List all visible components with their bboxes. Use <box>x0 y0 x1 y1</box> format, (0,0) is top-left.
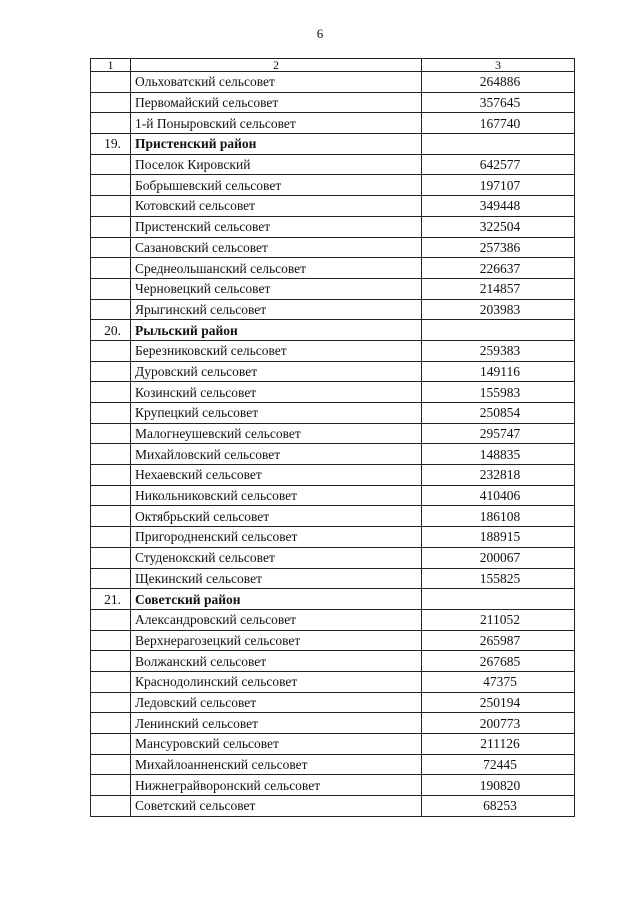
row-name: Ленинский сельсовет <box>131 713 422 734</box>
row-value: 155983 <box>422 382 575 403</box>
row-number <box>91 340 131 361</box>
row-number <box>91 713 131 734</box>
row-number <box>91 72 131 93</box>
table-row <box>91 775 575 796</box>
row-number: 21. <box>91 589 131 610</box>
row-value <box>422 134 575 155</box>
table-row <box>91 796 575 817</box>
row-value: 259383 <box>422 340 575 361</box>
row-value: 211126 <box>422 734 575 755</box>
row-number <box>91 113 131 134</box>
row-name: Первомайский сельсовет <box>131 92 422 113</box>
page-number: 6 <box>316 26 324 41</box>
table-row <box>91 547 575 568</box>
data-table <box>90 58 575 817</box>
row-value: 267685 <box>422 651 575 672</box>
district-row <box>91 589 575 610</box>
district-row <box>91 320 575 341</box>
row-value: 257386 <box>422 237 575 258</box>
row-value: 47375 <box>422 671 575 692</box>
row-name: Пристенский район <box>131 134 422 155</box>
row-number <box>91 175 131 196</box>
row-value: 197107 <box>422 175 575 196</box>
row-name: Волжанский сельсовет <box>131 651 422 672</box>
row-name: Ольховатский сельсовет <box>131 72 422 93</box>
row-name: Черновецкий сельсовет <box>131 278 422 299</box>
table-row <box>91 444 575 465</box>
row-name: Козинский сельсовет <box>131 382 422 403</box>
row-value: 68253 <box>422 796 575 817</box>
table-row <box>91 216 575 237</box>
row-value: 200773 <box>422 713 575 734</box>
row-number <box>91 734 131 755</box>
table-row <box>91 361 575 382</box>
table-row <box>91 527 575 548</box>
row-value: 322504 <box>422 216 575 237</box>
row-number <box>91 609 131 630</box>
row-number <box>91 382 131 403</box>
table-row <box>91 734 575 755</box>
row-number <box>91 278 131 299</box>
row-value: 211052 <box>422 609 575 630</box>
table-row <box>91 506 575 527</box>
table-row <box>91 754 575 775</box>
row-number <box>91 196 131 217</box>
table-row <box>91 299 575 320</box>
row-number <box>91 527 131 548</box>
row-name: Котовский сельсовет <box>131 196 422 217</box>
table-row <box>91 258 575 279</box>
row-name: Советский район <box>131 589 422 610</box>
row-value: 349448 <box>422 196 575 217</box>
row-number <box>91 630 131 651</box>
row-name: Михайловский сельсовет <box>131 444 422 465</box>
row-number <box>91 154 131 175</box>
header-col3: 3 <box>422 59 575 72</box>
table-row <box>91 113 575 134</box>
row-number <box>91 568 131 589</box>
table-row <box>91 671 575 692</box>
row-name: Щекинский сельсовет <box>131 568 422 589</box>
row-value: 214857 <box>422 278 575 299</box>
row-value: 149116 <box>422 361 575 382</box>
row-name: Сазановский сельсовет <box>131 237 422 258</box>
header-col1: 1 <box>91 59 131 72</box>
row-name: Ярыгинский сельсовет <box>131 299 422 320</box>
row-name: 1-й Поныровский сельсовет <box>131 113 422 134</box>
row-value: 155825 <box>422 568 575 589</box>
row-number <box>91 506 131 527</box>
table-row <box>91 403 575 424</box>
row-name: Поселок Кировский <box>131 154 422 175</box>
table-row <box>91 154 575 175</box>
row-number <box>91 465 131 486</box>
row-name: Крупецкий сельсовет <box>131 403 422 424</box>
table-row <box>91 237 575 258</box>
row-name: Студенокский сельсовет <box>131 547 422 568</box>
row-name: Дуровский сельсовет <box>131 361 422 382</box>
row-number <box>91 237 131 258</box>
row-name: Среднеольшанский сельсовет <box>131 258 422 279</box>
row-number <box>91 423 131 444</box>
row-value: 200067 <box>422 547 575 568</box>
row-value: 72445 <box>422 754 575 775</box>
row-name: Октябрьский сельсовет <box>131 506 422 527</box>
table-row <box>91 485 575 506</box>
row-name: Пригородненский сельсовет <box>131 527 422 548</box>
row-name: Нехаевский сельсовет <box>131 465 422 486</box>
row-name: Рыльский район <box>131 320 422 341</box>
row-name: Никольниковский сельсовет <box>131 485 422 506</box>
table-row <box>91 72 575 93</box>
row-name: Пристенский сельсовет <box>131 216 422 237</box>
row-name: Советский сельсовет <box>131 796 422 817</box>
table-row <box>91 423 575 444</box>
row-value <box>422 589 575 610</box>
row-number: 19. <box>91 134 131 155</box>
row-value: 190820 <box>422 775 575 796</box>
row-value: 148835 <box>422 444 575 465</box>
table-header-row <box>91 59 575 72</box>
row-number <box>91 299 131 320</box>
row-name: Верхнерагозецкий сельсовет <box>131 630 422 651</box>
table-row <box>91 651 575 672</box>
table-row <box>91 465 575 486</box>
row-name: Малогнеушевский сельсовет <box>131 423 422 444</box>
row-number <box>91 444 131 465</box>
table-row <box>91 196 575 217</box>
header-col2: 2 <box>131 59 422 72</box>
row-value: 232818 <box>422 465 575 486</box>
table-row <box>91 692 575 713</box>
row-value: 410406 <box>422 485 575 506</box>
row-number <box>91 651 131 672</box>
table-row <box>91 713 575 734</box>
table-row <box>91 278 575 299</box>
row-name: Нижнеграйворонский сельсовет <box>131 775 422 796</box>
row-number <box>91 775 131 796</box>
row-number <box>91 692 131 713</box>
table-row <box>91 609 575 630</box>
row-number <box>91 361 131 382</box>
table-row <box>91 340 575 361</box>
row-number <box>91 92 131 113</box>
row-value: 188915 <box>422 527 575 548</box>
table-row <box>91 630 575 651</box>
row-name: Бобрышевский сельсовет <box>131 175 422 196</box>
row-name: Мансуровский сельсовет <box>131 734 422 755</box>
row-number <box>91 485 131 506</box>
table-row <box>91 92 575 113</box>
row-name: Михайлоанненский сельсовет <box>131 754 422 775</box>
row-value: 226637 <box>422 258 575 279</box>
row-value: 642577 <box>422 154 575 175</box>
table-row <box>91 382 575 403</box>
table-row <box>91 568 575 589</box>
row-value: 186108 <box>422 506 575 527</box>
district-row <box>91 134 575 155</box>
row-name: Александровский сельсовет <box>131 609 422 630</box>
row-number <box>91 216 131 237</box>
row-number <box>91 754 131 775</box>
row-value: 264886 <box>422 72 575 93</box>
row-name: Краснодолинский сельсовет <box>131 671 422 692</box>
row-value <box>422 320 575 341</box>
table-row <box>91 175 575 196</box>
row-value: 203983 <box>422 299 575 320</box>
row-name: Березниковский сельсовет <box>131 340 422 361</box>
row-number <box>91 547 131 568</box>
row-value: 265987 <box>422 630 575 651</box>
row-number <box>91 796 131 817</box>
row-number <box>91 258 131 279</box>
row-value: 357645 <box>422 92 575 113</box>
row-value: 295747 <box>422 423 575 444</box>
row-value: 167740 <box>422 113 575 134</box>
row-name: Ледовский сельсовет <box>131 692 422 713</box>
row-number <box>91 671 131 692</box>
row-value: 250854 <box>422 403 575 424</box>
row-value: 250194 <box>422 692 575 713</box>
row-number <box>91 403 131 424</box>
row-number: 20. <box>91 320 131 341</box>
